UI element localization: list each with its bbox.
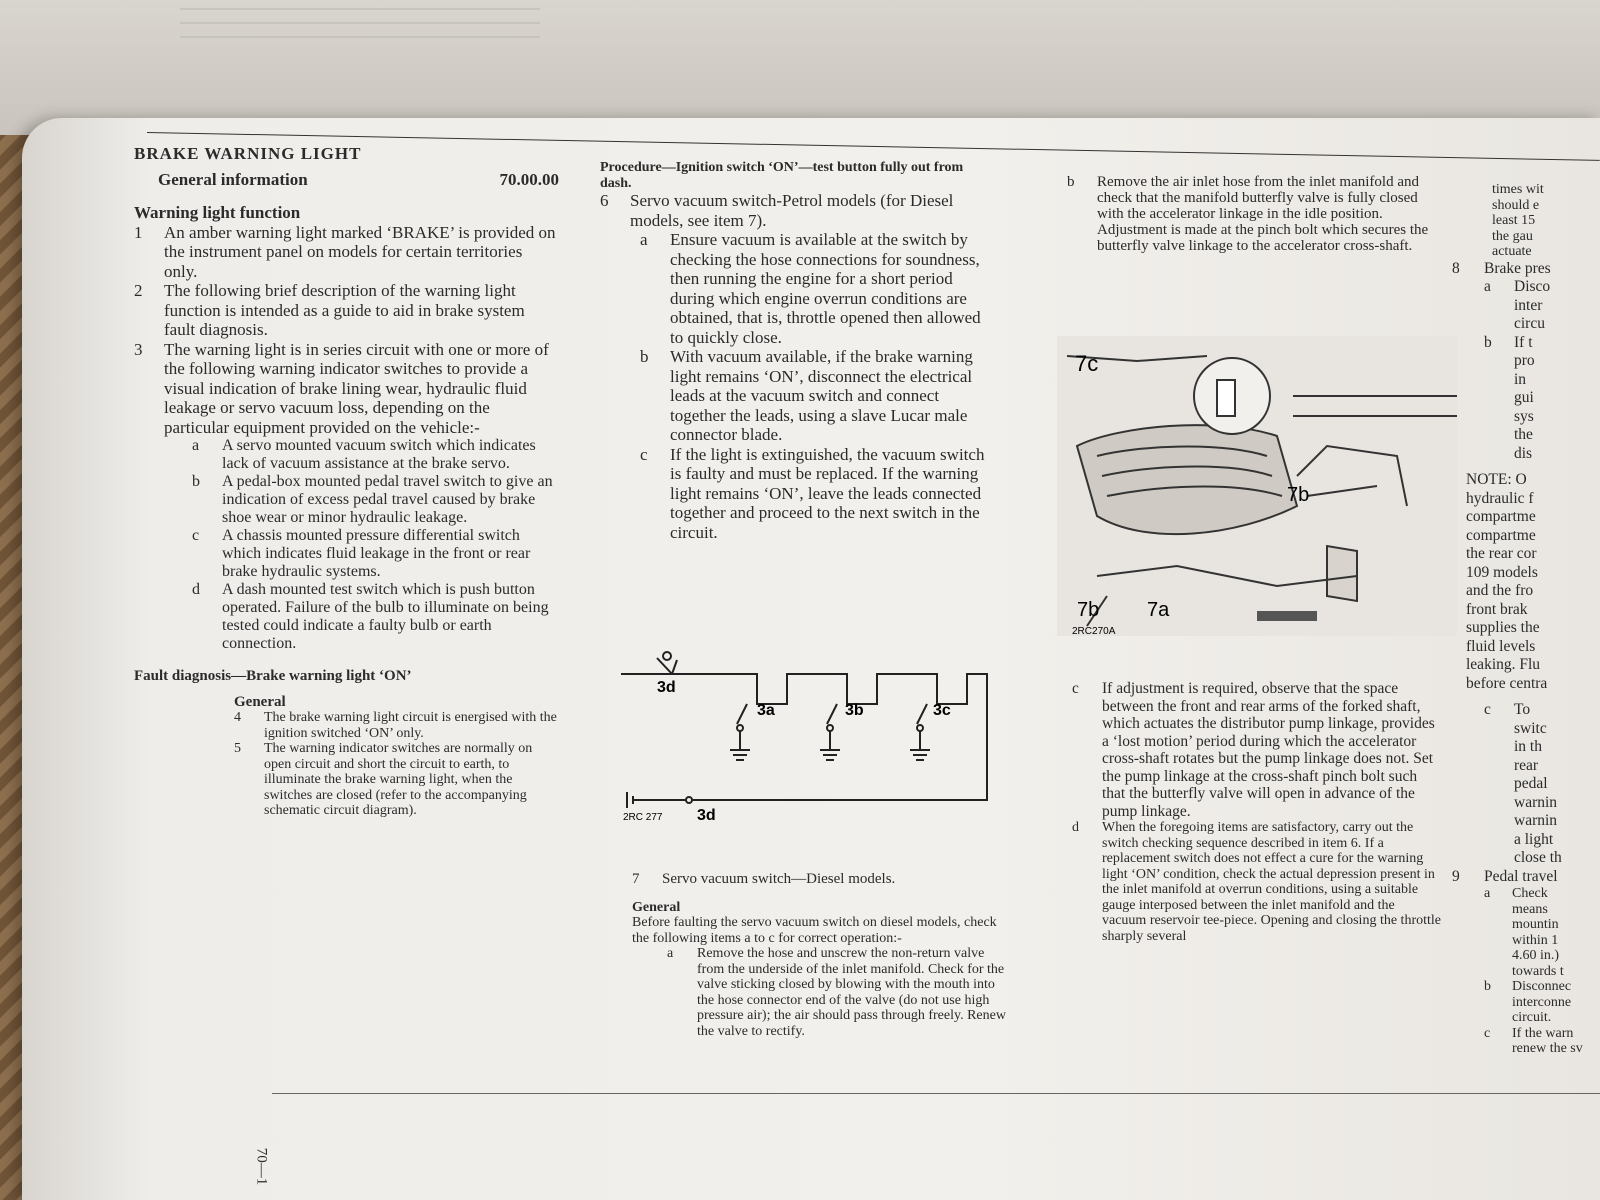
item-8	[1452, 260, 1600, 279]
item-letter: b	[1067, 174, 1075, 190]
item-text: Remove the hose and unscrew the non-return valve from the underside of the inlet manifold. Check for the valve sticking closed by blowing with the mouth into the hose connector end of the valve (do not use high pressure air); the air should pass through freely. Renew the valve to rectify.	[697, 946, 1006, 1039]
column-1	[134, 144, 559, 819]
item-marker: d	[192, 581, 200, 598]
label-3d-top: 3d	[657, 679, 676, 696]
figure-code: 2RC270A	[1072, 626, 1116, 636]
label-7b-right: 7b	[1287, 484, 1310, 506]
text-line: dis	[1514, 444, 1533, 462]
bottom-rule	[272, 1093, 1600, 1094]
text-line: the gau	[1492, 228, 1533, 244]
item-marker: 1	[134, 222, 143, 242]
text-line: should e	[1492, 197, 1540, 213]
item-b	[1067, 174, 1437, 254]
linkage-figure	[1057, 336, 1457, 636]
item-8a	[1484, 278, 1600, 334]
item-text: The brake warning light circuit is energised with the ignition switched ‘ON’ only.	[264, 710, 557, 741]
item-marker: c	[640, 444, 648, 464]
item-text: With vacuum available, if the brake warning light remains ‘ON’, disconnect the electrical leads at the vacuum switch and connect together the leads, using a slave Lucar male connector blade.	[670, 347, 973, 444]
item-lines	[1512, 979, 1571, 1026]
text-line: within 1	[1512, 932, 1559, 948]
list-item	[134, 340, 559, 438]
text-line: in	[1514, 370, 1527, 388]
item-text: Servo vacuum switch-Petrol models (for Diesel models, see item 7).	[630, 191, 954, 230]
item-text: Brake pres	[1484, 259, 1551, 277]
item-lines	[1512, 886, 1564, 979]
label-7b-left: 7b	[1077, 599, 1100, 621]
item-marker: b	[640, 347, 649, 366]
item-marker: b	[192, 473, 200, 490]
text-line: rear	[1514, 756, 1539, 774]
item-marker: a	[192, 437, 200, 454]
sub-item	[192, 527, 559, 581]
switch-list	[192, 437, 559, 653]
cutoff-lines-top	[1492, 182, 1600, 260]
page-title: BRAKE WARNING LIGHT	[134, 144, 362, 163]
item-marker: 3	[134, 339, 143, 359]
text-line: front brak	[1466, 600, 1528, 618]
item-letter: a	[1484, 886, 1491, 901]
subtitle-row	[158, 170, 559, 190]
label-3b: 3b	[845, 702, 864, 719]
column-2-lower	[632, 870, 1012, 1039]
item-letter: d	[1072, 820, 1079, 835]
sub-item	[640, 230, 995, 347]
column-2	[600, 160, 995, 542]
item-letter: a	[1484, 278, 1491, 295]
item-9a	[1484, 886, 1600, 979]
text-line: supplies the	[1466, 619, 1540, 636]
item-6-subitems	[640, 230, 995, 542]
text-line: pro	[1514, 352, 1535, 369]
text-line: If the warn	[1512, 1025, 1574, 1041]
item-letter: b	[1484, 979, 1491, 994]
sub-item	[192, 473, 559, 527]
note-block	[1466, 471, 1600, 693]
sub-item	[640, 347, 995, 445]
text-line: before centra	[1466, 674, 1548, 692]
section-heading: Warning light function	[134, 203, 301, 222]
text-line: leaking. Flu	[1466, 656, 1541, 673]
item-text: The following brief description of the warning light function is intended as a guide to aid in brake system fault diagnosis.	[164, 281, 525, 339]
item-lines	[1514, 334, 1535, 464]
text-line: switc	[1514, 719, 1547, 737]
item-letter: c	[1484, 1025, 1491, 1041]
text-line: actuate	[1492, 244, 1532, 259]
text-line: circuit.	[1512, 1010, 1552, 1025]
item-marker: c	[192, 527, 200, 544]
item-8b	[1484, 334, 1600, 464]
list-item	[134, 281, 559, 340]
text-line: times wit	[1492, 182, 1544, 197]
text-line: circu	[1514, 315, 1545, 332]
item-text: Ensure vacuum is available at the switch by checking the hose connections for soundness, then running the engine for a short period during which engine overrun conditions are obtained, that is, throttle opened then allowed to quickly close.	[670, 230, 981, 347]
item-text: The warning light is in series circuit with one or more of the following warning indicator switches to provide a visual indication of brake lining wear, hydraulic fluid leakage or servo vacuum loss, depending on the particular equipment provided on the vehicle:-	[164, 339, 549, 437]
label-3a: 3a	[757, 702, 775, 719]
label-3d-bottom: 3d	[697, 807, 716, 824]
item-9c	[1484, 1026, 1600, 1057]
item-7a	[667, 946, 1012, 1039]
item-8c	[1484, 701, 1600, 868]
text-line: 4.60 in.)	[1512, 948, 1560, 963]
text-line: least 15	[1492, 213, 1536, 228]
item-number: 9	[1452, 867, 1460, 885]
page-number: 70—1	[253, 1147, 270, 1186]
item-marker: 4	[234, 710, 241, 725]
general-text: Before faulting the servo vacuum switch on diesel models, check the following items a to c for correct operation:-	[632, 915, 997, 946]
item-6	[600, 191, 995, 230]
text-line: fluid levels	[1466, 637, 1536, 655]
text-line: 109 models	[1466, 563, 1538, 581]
column-3-top	[1067, 174, 1437, 254]
item-lines	[1512, 1026, 1583, 1057]
figure-code: 2RC 277	[623, 812, 663, 823]
label-7a: 7a	[1147, 599, 1170, 621]
text-line: sys	[1514, 407, 1534, 425]
manual-page	[22, 118, 1600, 1200]
item-letter: c	[1072, 680, 1079, 697]
item-text: An amber warning light marked ‘BRAKE’ is provided on the instrument panel on models for certain territories only.	[164, 222, 556, 281]
item-marker: a	[640, 230, 648, 249]
label-7c: 7c	[1075, 351, 1099, 376]
text-line: the rear cor	[1466, 545, 1537, 562]
item-marker: 2	[134, 281, 143, 300]
text-line: Disconnec	[1512, 979, 1572, 994]
text-line: Disco	[1514, 278, 1551, 295]
item-number: 6	[600, 191, 609, 210]
underlying-page	[0, 0, 1600, 135]
column-4-truncated	[1452, 182, 1600, 1057]
text-line: To	[1514, 701, 1531, 718]
item-number: 8	[1452, 259, 1460, 277]
item-9b	[1484, 979, 1600, 1026]
item-c	[1072, 680, 1442, 820]
sub-item	[192, 581, 559, 653]
item-text: If the light is extinguished, the vacuum switch is faulty and must be replaced. If the warning light remains ‘ON’, leave the leads connected together and proceed to the next switch in the circuit.	[670, 444, 985, 542]
numbered-list	[134, 223, 559, 438]
item-marker: 5	[234, 741, 241, 756]
general-heading: General	[234, 693, 286, 710]
label-3c: 3c	[933, 702, 951, 719]
item-9	[1452, 868, 1600, 887]
text-line: the	[1514, 426, 1533, 443]
item-text: If adjustment is required, observe that the space between the front and rear arms of the forked shaft, which actuates the distributor pump linkage, provides a ‘lost motion’ period during which the accelerator cross-shaft rotates but the pump linkage does not. Set the pump linkage at the cross-shaft pinch bolt such that the butterfly valve will open in advance of the pump linkage.	[1102, 680, 1435, 820]
item-lines	[1514, 701, 1562, 868]
ghost-text	[180, 8, 540, 48]
item-letter: b	[1484, 333, 1492, 351]
text-line: pedal	[1514, 775, 1548, 792]
item-text: A dash mounted test switch which is push button operated. Failure of the bulb to illuminate on being tested could indicate a faulty bulb or earth connection.	[222, 581, 549, 652]
subtitle: General information	[158, 169, 308, 189]
general-heading-2: General	[632, 899, 681, 915]
text-line: mountin	[1512, 917, 1559, 932]
item-text: Servo vacuum switch—Diesel models.	[662, 871, 896, 887]
text-line: in th	[1514, 738, 1542, 755]
item-text: The warning indicator switches are normally on open circuit and short the circuit to earth, to illuminate the brake warning light, when the switches are closed (refer to the accompanying schematic circuit diagram).	[264, 741, 533, 818]
text-line: close th	[1514, 849, 1562, 866]
item-7	[632, 870, 1012, 890]
item-letter: a	[667, 946, 674, 961]
item-letter: c	[1484, 701, 1491, 718]
item-text: Remove the air inlet hose from the inlet manifold and check that the manifold butterfly valve is fully closed with the accelerator linkage in the idle position. Adjustment is made at the pinch bolt which secures the butterfly valve linkage to the accelerator cross-shaft.	[1097, 174, 1429, 254]
item-d	[1072, 820, 1442, 944]
list-item	[134, 223, 559, 282]
text-line: compartme	[1466, 526, 1536, 544]
circuit-diagram	[617, 640, 1007, 830]
item-text: Pedal travel	[1484, 867, 1558, 885]
item-text: When the foregoing items are satisfactory, carry out the switch checking sequence described in item 6. If a replacement switch does not effect a cure for the warning light ‘ON’ condition, check the actual depression present in the inlet manifold at overrun conditions, using a suitable gauge interposed between the inlet manifold and the vacuum reservoir tee-piece. Opening and closing the throttle sharply several	[1102, 820, 1441, 944]
fault-list	[234, 710, 559, 819]
text-line: hydraulic f	[1466, 489, 1534, 507]
text-line: If t	[1514, 333, 1533, 351]
item-text: A servo mounted vacuum switch which indicates lack of vacuum assistance at the brake servo.	[222, 437, 536, 472]
list-item	[234, 710, 559, 741]
text-line: a light	[1514, 830, 1554, 848]
text-line: compartme	[1466, 508, 1536, 525]
item-text: A chassis mounted pressure differential switch which indicates fluid leakage in the front or rear brake hydraulic systems.	[222, 527, 531, 580]
procedure-heading: Procedure—Ignition switch ‘ON’—test button fully out from dash.	[600, 160, 964, 191]
text-line: Check	[1512, 886, 1548, 901]
section-code: 70.00.00	[499, 169, 559, 189]
list-item	[234, 741, 559, 819]
text-line: interconne	[1512, 994, 1572, 1010]
column-3-bottom	[1072, 680, 1442, 944]
item-number: 7	[632, 871, 640, 887]
text-line: towards t	[1512, 963, 1564, 979]
sub-item	[192, 437, 559, 473]
text-line: NOTE: O	[1466, 471, 1527, 488]
text-line: renew the sv	[1512, 1041, 1583, 1056]
item-text: A pedal-box mounted pedal travel switch to give an indication of excess pedal travel caused by brake shoe wear or minor hydraulic leakage.	[222, 473, 553, 526]
sub-item	[640, 445, 995, 543]
text-line: gui	[1514, 389, 1534, 406]
text-line: and the fro	[1466, 582, 1534, 599]
text-line: warnin	[1514, 793, 1558, 811]
text-line: means	[1512, 901, 1548, 917]
item-lines	[1514, 278, 1550, 334]
text-line: warnin	[1514, 812, 1558, 829]
text-line: inter	[1514, 296, 1543, 314]
fault-heading: Fault diagnosis—Brake warning light ‘ON’	[134, 668, 412, 684]
